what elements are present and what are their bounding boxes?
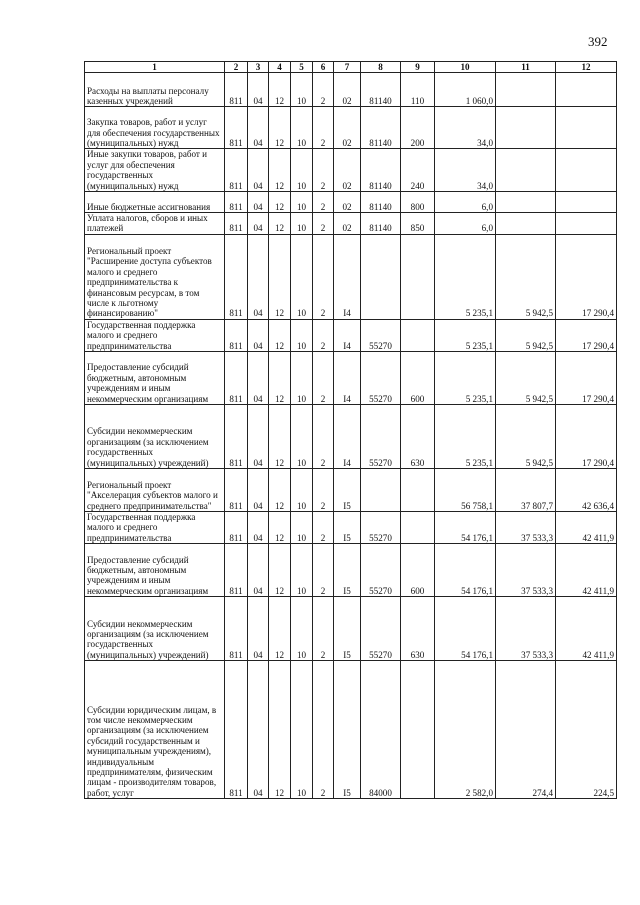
cell-col-8 [361,234,401,319]
column-header-2: 2 [225,62,248,73]
cell-col-4: 12 [269,352,291,405]
table-row [85,73,617,107]
cell-col-9: 600 [401,352,435,405]
cell-col-6: 2 [313,192,334,213]
cell-col-11: 37 533,3 [496,512,556,544]
cell-col-4: 12 [269,234,291,319]
cell-col-2: 811 [225,512,248,544]
cell-col-10: 34,0 [435,107,496,149]
row-name-cell: Региональный проект "Расширение доступа субъектов малого и среднего предпринимательства к финансовым ресурсам, в том числе к льготному финансированию" [85,234,225,319]
cell-col-2: 811 [225,661,248,799]
column-header-7: 7 [334,62,361,73]
cell-col-10: 54 176,1 [435,512,496,544]
cell-col-11 [496,149,556,192]
cell-col-2: 811 [225,73,248,107]
cell-col-2: 811 [225,319,248,351]
row-name-cell: Субсидии некоммерческим организациям (за исключением государственных (муниципальных) учреждений) [85,405,225,469]
table-row [85,661,617,799]
cell-col-6: 2 [313,319,334,351]
cell-col-9: 850 [401,213,435,235]
cell-col-2: 811 [225,405,248,469]
cell-col-2: 811 [225,234,248,319]
table-row [85,213,617,235]
cell-col-11: 5 942,5 [496,405,556,469]
table-row [85,352,617,405]
cell-col-11 [496,107,556,149]
cell-col-9: 630 [401,405,435,469]
cell-col-3: 04 [248,149,269,192]
row-name-cell: Иные бюджетные ассигнования [85,192,225,213]
cell-col-7: I4 [334,319,361,351]
budget-table [84,61,617,799]
cell-col-4: 12 [269,597,291,661]
cell-col-5: 10 [291,319,313,351]
cell-col-11: 37 533,3 [496,597,556,661]
cell-col-5: 10 [291,73,313,107]
cell-col-10: 5 235,1 [435,319,496,351]
cell-col-8: 81140 [361,192,401,213]
cell-col-10: 5 235,1 [435,352,496,405]
cell-col-11: 37 533,3 [496,544,556,597]
cell-col-11: 5 942,5 [496,352,556,405]
cell-col-5: 10 [291,469,313,512]
header-row [85,62,617,73]
row-name-cell: Государственная поддержка малого и среднего предпринимательства [85,319,225,351]
cell-col-3: 04 [248,73,269,107]
cell-col-9: 630 [401,597,435,661]
table-row [85,512,617,544]
table-row [85,319,617,351]
cell-col-3: 04 [248,512,269,544]
cell-col-4: 12 [269,192,291,213]
cell-col-4: 12 [269,319,291,351]
cell-col-12 [556,73,617,107]
cell-col-3: 04 [248,469,269,512]
column-header-8: 8 [361,62,401,73]
cell-col-5: 10 [291,192,313,213]
cell-col-8: 81140 [361,107,401,149]
column-header-11: 11 [496,62,556,73]
cell-col-5: 10 [291,512,313,544]
cell-col-3: 04 [248,234,269,319]
cell-col-11 [496,213,556,235]
cell-col-11 [496,73,556,107]
cell-col-4: 12 [269,661,291,799]
cell-col-12 [556,192,617,213]
cell-col-10: 1 060,0 [435,73,496,107]
cell-col-4: 12 [269,73,291,107]
cell-col-7: I4 [334,405,361,469]
table-row [85,192,617,213]
cell-col-5: 10 [291,597,313,661]
cell-col-12 [556,149,617,192]
row-name-cell: Иные закупки товаров, работ и услуг для обеспечения государственных (муниципальных) нужд [85,149,225,192]
table-row [85,234,617,319]
cell-col-7: 02 [334,107,361,149]
cell-col-2: 811 [225,192,248,213]
cell-col-6: 2 [313,107,334,149]
cell-col-10: 54 176,1 [435,544,496,597]
cell-col-6: 2 [313,512,334,544]
cell-col-2: 811 [225,469,248,512]
column-header-1: 1 [85,62,225,73]
cell-col-2: 811 [225,597,248,661]
cell-col-6: 2 [313,234,334,319]
cell-col-12: 42 411,9 [556,544,617,597]
cell-col-4: 12 [269,469,291,512]
cell-col-11 [496,192,556,213]
cell-col-2: 811 [225,149,248,192]
cell-col-9 [401,319,435,351]
cell-col-2: 811 [225,107,248,149]
cell-col-7: 02 [334,149,361,192]
cell-col-7: I5 [334,469,361,512]
cell-col-12: 42 411,9 [556,597,617,661]
column-header-10: 10 [435,62,496,73]
row-name-cell: Расходы на выплаты персоналу казенных учреждений [85,73,225,107]
cell-col-12: 17 290,4 [556,319,617,351]
cell-col-12 [556,107,617,149]
cell-col-6: 2 [313,149,334,192]
cell-col-10: 56 758,1 [435,469,496,512]
cell-col-9 [401,661,435,799]
cell-col-6: 2 [313,544,334,597]
cell-col-5: 10 [291,149,313,192]
cell-col-8: 55270 [361,512,401,544]
cell-col-7: 02 [334,73,361,107]
table-body [85,73,617,799]
cell-col-4: 12 [269,213,291,235]
cell-col-9: 600 [401,544,435,597]
column-header-3: 3 [248,62,269,73]
cell-col-9 [401,234,435,319]
column-header-5: 5 [291,62,313,73]
cell-col-7: I4 [334,234,361,319]
cell-col-12: 42 636,4 [556,469,617,512]
cell-col-5: 10 [291,661,313,799]
cell-col-3: 04 [248,107,269,149]
cell-col-4: 12 [269,405,291,469]
cell-col-11: 37 807,7 [496,469,556,512]
cell-col-8: 84000 [361,661,401,799]
table-row [85,597,617,661]
cell-col-10: 34,0 [435,149,496,192]
cell-col-3: 04 [248,597,269,661]
cell-col-12: 42 411,9 [556,512,617,544]
row-name-cell: Государственная поддержка малого и среднего предпринимательства [85,512,225,544]
cell-col-9: 110 [401,73,435,107]
cell-col-2: 811 [225,544,248,597]
cell-col-3: 04 [248,192,269,213]
row-name-cell: Субсидии юридическим лицам, в том числе некоммерческим организациям (за исключением субсидий государственным и муниципальным учреждениям), индивидуальным предпринимателям, физическим лицам - производителям товаров, работ, услуг [85,661,225,799]
cell-col-10: 6,0 [435,213,496,235]
row-name-cell: Предоставление субсидий бюджетным, автономным учреждениям и иным некоммерческим организациям [85,544,225,597]
table-row [85,149,617,192]
cell-col-4: 12 [269,544,291,597]
cell-col-9: 800 [401,192,435,213]
cell-col-6: 2 [313,405,334,469]
row-name-cell: Региональный проект "Акселерация субъектов малого и среднего предпринимательства" [85,469,225,512]
cell-col-3: 04 [248,661,269,799]
cell-col-2: 811 [225,213,248,235]
cell-col-12: 224,5 [556,661,617,799]
cell-col-8: 55270 [361,597,401,661]
cell-col-8: 55270 [361,319,401,351]
cell-col-3: 04 [248,352,269,405]
cell-col-7: I5 [334,544,361,597]
cell-col-8: 81140 [361,213,401,235]
cell-col-12 [556,213,617,235]
column-header-9: 9 [401,62,435,73]
cell-col-12: 17 290,4 [556,405,617,469]
cell-col-10: 54 176,1 [435,597,496,661]
cell-col-7: I4 [334,352,361,405]
cell-col-9 [401,469,435,512]
cell-col-8: 55270 [361,352,401,405]
table-row [85,544,617,597]
cell-col-8: 81140 [361,73,401,107]
cell-col-3: 04 [248,544,269,597]
cell-col-6: 2 [313,661,334,799]
cell-col-4: 12 [269,149,291,192]
cell-col-5: 10 [291,107,313,149]
cell-col-10: 6,0 [435,192,496,213]
cell-col-12: 17 290,4 [556,234,617,319]
cell-col-5: 10 [291,213,313,235]
cell-col-6: 2 [313,73,334,107]
row-name-cell: Предоставление субсидий бюджетным, автономным учреждениям и иным некоммерческим организациям [85,352,225,405]
cell-col-8: 81140 [361,149,401,192]
cell-col-5: 10 [291,352,313,405]
cell-col-2: 811 [225,352,248,405]
cell-col-4: 12 [269,107,291,149]
cell-col-10: 2 582,0 [435,661,496,799]
cell-col-9: 200 [401,107,435,149]
column-header-12: 12 [556,62,617,73]
cell-col-7: I5 [334,512,361,544]
table-row [85,469,617,512]
page-number: 392 [588,34,608,49]
cell-col-9: 240 [401,149,435,192]
cell-col-8 [361,469,401,512]
cell-col-6: 2 [313,597,334,661]
table-row [85,107,617,149]
cell-col-11: 274,4 [496,661,556,799]
cell-col-7: 02 [334,213,361,235]
cell-col-8: 55270 [361,405,401,469]
cell-col-5: 10 [291,544,313,597]
column-header-6: 6 [313,62,334,73]
cell-col-3: 04 [248,319,269,351]
cell-col-12: 17 290,4 [556,352,617,405]
cell-col-11: 5 942,5 [496,319,556,351]
column-header-4: 4 [269,62,291,73]
cell-col-8: 55270 [361,544,401,597]
cell-col-6: 2 [313,213,334,235]
cell-col-10: 5 235,1 [435,405,496,469]
row-name-cell: Закупка товаров, работ и услуг для обеспечения государственных (муниципальных) нужд [85,107,225,149]
cell-col-6: 2 [313,352,334,405]
cell-col-5: 10 [291,405,313,469]
cell-col-7: 02 [334,192,361,213]
cell-col-4: 12 [269,512,291,544]
row-name-cell: Уплата налогов, сборов и иных платежей [85,213,225,235]
table-row [85,405,617,469]
cell-col-3: 04 [248,213,269,235]
cell-col-11: 5 942,5 [496,234,556,319]
cell-col-6: 2 [313,469,334,512]
cell-col-9 [401,512,435,544]
row-name-cell: Субсидии некоммерческим организациям (за исключением государственных (муниципальных) учреждений) [85,597,225,661]
cell-col-10: 5 235,1 [435,234,496,319]
cell-col-5: 10 [291,234,313,319]
cell-col-7: I5 [334,661,361,799]
cell-col-7: I5 [334,597,361,661]
cell-col-3: 04 [248,405,269,469]
